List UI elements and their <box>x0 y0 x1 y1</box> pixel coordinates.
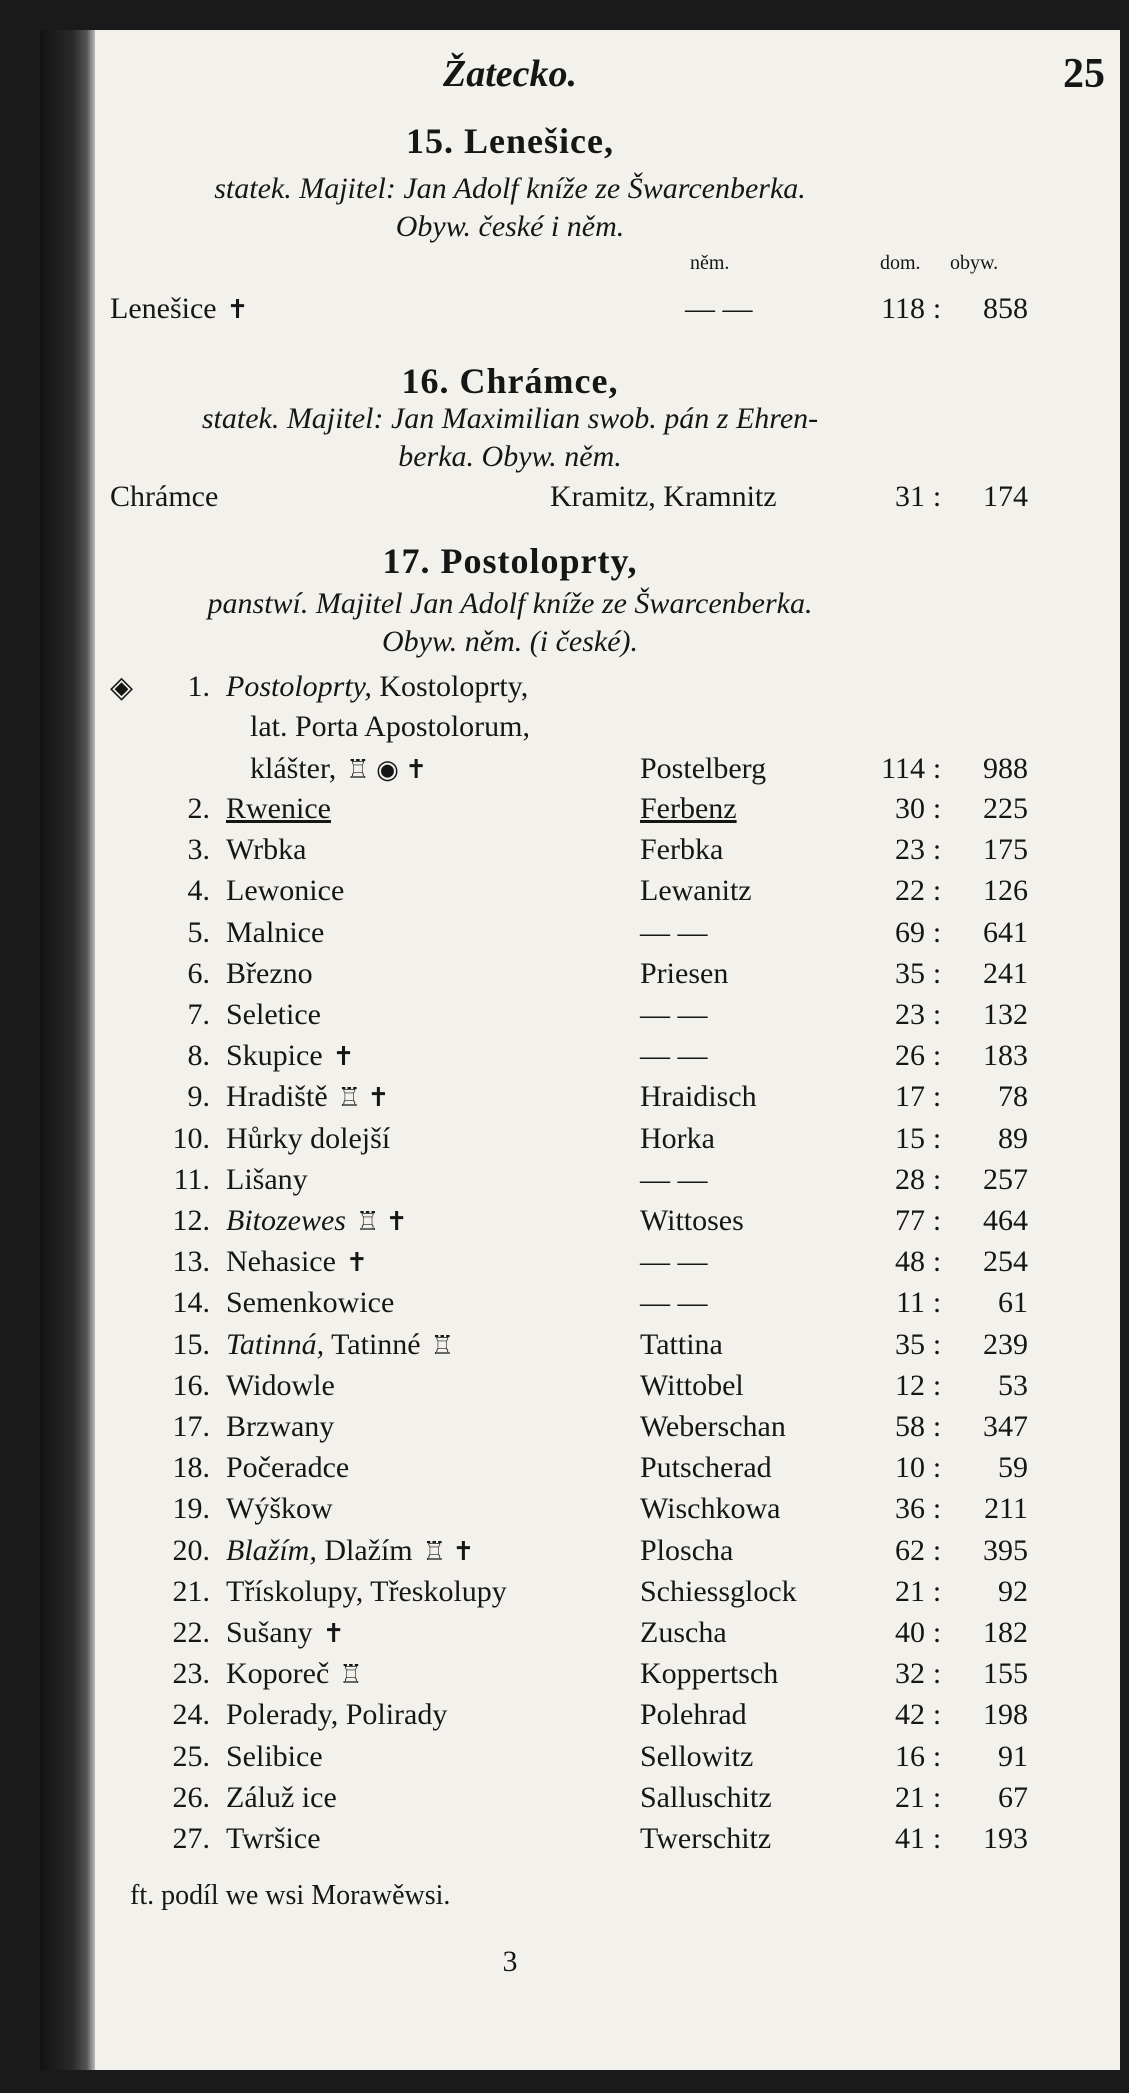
book-page <box>40 30 1120 2070</box>
houses-count: 35 <box>895 1327 925 1361</box>
entry-number: 8. <box>187 1039 210 1073</box>
place-name: Hůrky dolejší <box>226 1121 391 1155</box>
section-17-owner <box>110 585 910 661</box>
houses-count: 16 <box>895 1739 925 1773</box>
population-count: 464 <box>983 1204 1028 1237</box>
german-name: — — <box>640 1245 708 1279</box>
map-symbol-icons: ♖ <box>339 1660 363 1690</box>
place-name: Selibice <box>226 1739 323 1773</box>
table-row: 20. Blažím, Dlažím ♖ ✝ Ploscha 62 : 395 <box>110 1534 1105 1574</box>
houses-count: 23 <box>895 998 925 1031</box>
entry-number: 20. <box>172 1533 210 1567</box>
place-name: Semenkowice <box>226 1286 395 1320</box>
population-count: 59 <box>998 1451 1028 1485</box>
entry-number: 21. <box>172 1574 210 1608</box>
population-count: 858 <box>983 292 1028 325</box>
german-name: — — <box>640 998 708 1031</box>
table-row: 5. Malnice — — 69 : 641 <box>110 916 1105 956</box>
place-name: Koporeč <box>226 1657 330 1691</box>
table-row: 15. Tatinná, Tatinné ♖ Tattina 35 : 239 <box>110 1328 1105 1368</box>
table-row: 9. Hradiště ♖ ✝ Hraidisch 17 : 78 <box>110 1080 1105 1120</box>
german-name: Ferbenz <box>640 792 737 825</box>
german-name: Priesen <box>640 956 729 990</box>
houses-count: 32 <box>895 1657 925 1691</box>
population-count: 78 <box>998 1080 1028 1114</box>
section-17-owner-line1: panstwí. Majitel Jan Adolf kníže ze Šwarcenberka. <box>207 587 813 620</box>
entry-number: 17. <box>172 1410 210 1443</box>
table-row: 22. Sušany ✝ Zuscha 40 : 182 <box>110 1616 1105 1656</box>
section-16-row: Chrámce Kramitz, Kramnitz 31 : 174 <box>110 480 1028 513</box>
place-name: Chrámce <box>110 480 219 513</box>
table-row: 21. Třískolupy, Třeskolupy Schiessglock 21 : 92 <box>110 1575 1105 1615</box>
entry-number: 26. <box>172 1780 210 1814</box>
entry-number: 23. <box>172 1657 210 1691</box>
table-row: 3. Wrbka Ferbka 23 : 175 <box>110 833 1105 873</box>
table-row: 14. Semenkowice — — 11 : 61 <box>110 1286 1105 1326</box>
german-name: Ploscha <box>640 1533 734 1567</box>
population-count: 126 <box>983 874 1028 908</box>
section-15-title: 15. Lenešice, <box>406 121 614 161</box>
footnote: ft. podíl we wsi Morawěwsi. <box>130 1880 451 1911</box>
table-row: 17. Brzwany Weberschan 58 : 347 <box>110 1410 1105 1450</box>
table-row: 13. Nehasice ✝ — — 48 : 254 <box>110 1245 1105 1285</box>
place-name: Lenešice <box>110 292 217 325</box>
place-name: Blažím, <box>226 1533 317 1567</box>
population-count: 67 <box>998 1780 1028 1814</box>
entry-number: 11. <box>173 1162 210 1196</box>
houses-count: 69 <box>895 915 925 949</box>
houses-count: 118 <box>881 292 925 325</box>
section-16-owner <box>110 400 910 476</box>
german-name: Tattina <box>640 1327 723 1361</box>
population-count: 175 <box>983 833 1028 867</box>
german-name: Twerschitz <box>640 1822 772 1855</box>
entry-number: 2. <box>187 792 210 825</box>
place-name: Wrbka <box>226 833 307 867</box>
section-15-owner <box>110 170 910 246</box>
place-name: Rwenice <box>226 792 331 825</box>
houses-count: 77 <box>895 1204 925 1237</box>
table-row: 4. Lewonice Lewanitz 22 : 126 <box>110 874 1105 914</box>
section-15-row: Lenešice ✝ — — 118 : 858 <box>110 292 1028 325</box>
population-count: 92 <box>998 1574 1028 1608</box>
entry-number: 22. <box>172 1616 210 1649</box>
german-name: Kramitz, Kramnitz <box>550 480 777 513</box>
entry-number: 16. <box>172 1368 210 1402</box>
place-name: Počeradce <box>226 1451 350 1485</box>
houses-count: 12 <box>895 1368 925 1402</box>
houses-count: 10 <box>895 1451 925 1485</box>
entry-number: 24. <box>172 1698 210 1732</box>
population-count: 193 <box>983 1822 1028 1855</box>
houses-count: 36 <box>895 1492 925 1526</box>
houses-count: 17 <box>895 1080 925 1114</box>
houses-count: 31 <box>895 480 925 513</box>
entry-number: 3. <box>187 833 210 867</box>
houses-count: 21 <box>895 1574 925 1608</box>
entry-number: 6. <box>187 956 210 990</box>
entry-number: 1. <box>187 670 210 703</box>
population-count: 211 <box>984 1492 1028 1526</box>
cross-icon: ✝ <box>226 295 249 324</box>
population-count: 182 <box>983 1616 1028 1649</box>
entry-number: 12. <box>172 1204 210 1237</box>
population-count: 241 <box>983 956 1028 990</box>
entry-number: 9. <box>187 1080 210 1114</box>
section-17-owner-line2: Obyw. něm. (i české). <box>382 625 638 658</box>
german-name: — — <box>640 915 708 949</box>
german-name: Wischkowa <box>640 1492 781 1526</box>
houses-count: 42 <box>895 1698 925 1732</box>
population-count: 225 <box>983 792 1028 825</box>
table-row: 7. Seletice — — 23 : 132 <box>110 998 1105 1038</box>
section-16-owner-line1: statek. Majitel: Jan Maximilian swob. pán z Ehren- <box>201 402 819 435</box>
map-symbol-icons: ♖ ✝ <box>356 1207 408 1236</box>
german-name: — — <box>640 1162 708 1196</box>
population-count: 988 <box>983 752 1028 785</box>
place-name: Tatinná, <box>226 1327 325 1361</box>
place-name: Hradiště <box>226 1080 328 1114</box>
population-count: 257 <box>983 1162 1028 1196</box>
population-count: 198 <box>983 1698 1028 1732</box>
place-name: Seletice <box>226 998 321 1031</box>
entry-1-line1 <box>110 670 1105 710</box>
castle-target-cross-icons: ♖ ◉ ✝ <box>346 755 428 784</box>
german-name: Polehrad <box>640 1698 747 1732</box>
german-name: Postelberg <box>640 752 767 785</box>
german-name: — — <box>640 1039 708 1073</box>
entry-1-line3: klášter, ♖ ◉ ✝ Postelberg 114 : 988 <box>250 752 1028 785</box>
houses-count: 48 <box>895 1245 925 1279</box>
german-name: Zuscha <box>640 1616 727 1649</box>
column-head-nem: něm. <box>690 252 730 274</box>
section-16-title: 16. Chrámce, <box>401 361 619 401</box>
german-name: Wittobel <box>640 1368 744 1402</box>
place-name: Wýškow <box>226 1492 333 1526</box>
german-name: Horka <box>640 1121 715 1155</box>
houses-count: 114 <box>881 752 925 785</box>
place-name-italic: Postoloprty, <box>226 670 372 703</box>
running-title: Žatecko. <box>442 53 577 95</box>
houses-count: 15 <box>895 1121 925 1155</box>
place-name: Brzwany <box>226 1410 335 1443</box>
column-head-obyv: obyw. <box>950 252 999 274</box>
houses-count: 22 <box>895 874 925 908</box>
place-name: Sušany <box>226 1616 313 1649</box>
population-count: 641 <box>983 915 1028 949</box>
table-row: 25. Selibice Sellowitz 16 : 91 <box>110 1740 1105 1780</box>
table-row: 2. Rwenice Ferbenz 30 : 225 <box>110 792 1105 832</box>
population-count: 239 <box>983 1327 1028 1361</box>
german-name: Koppertsch <box>640 1657 779 1691</box>
table-row: 12. Bitozewes ♖ ✝ Wittoses 77 : 464 <box>110 1204 1105 1244</box>
population-count: 347 <box>983 1410 1028 1443</box>
population-count: 254 <box>983 1245 1028 1279</box>
place-name: Widowle <box>226 1368 335 1402</box>
section-16-owner-line2: berka. Obyw. něm. <box>398 440 622 473</box>
latin-name: lat. Porta Apostolorum, <box>250 710 530 743</box>
population-count: 395 <box>983 1533 1028 1567</box>
entry-number: 18. <box>172 1451 210 1485</box>
place-name: Záluž ice <box>226 1780 337 1814</box>
map-symbol-icons: ♖ ✝ <box>337 1083 390 1113</box>
houses-count: 40 <box>895 1616 925 1649</box>
german-name: Lewanitz <box>640 874 752 908</box>
table-row: 26. Záluž ice Salluschitz 21 : 67 <box>110 1781 1105 1821</box>
place-name: Twršice <box>226 1822 321 1855</box>
signature-mark: 3 <box>502 1945 518 1978</box>
map-symbol-icons: ✝ <box>332 1042 355 1072</box>
german-name: Weberschan <box>640 1410 786 1443</box>
place-name-alt: Dlažím <box>316 1533 413 1567</box>
table-row: 18. Počeradce Putscherad 10 : 59 <box>110 1451 1105 1491</box>
place-name: Polerady, Polirady <box>226 1698 448 1732</box>
place-name-alt: Tatinné <box>324 1327 421 1361</box>
houses-count: 41 <box>895 1822 925 1855</box>
table-row: 10. Hůrky dolejší Horka 15 : 89 <box>110 1122 1105 1162</box>
hand-marker-icon: ◈ <box>110 671 134 704</box>
table-row: 23. Koporeč ♖ Koppertsch 32 : 155 <box>110 1657 1105 1697</box>
entry-number: 5. <box>187 915 210 949</box>
table-row: 19. Wýškow Wischkowa 36 : 211 <box>110 1492 1105 1532</box>
german-name: Hraidisch <box>640 1080 757 1114</box>
population-count: 155 <box>983 1657 1028 1691</box>
monastery-label: klášter, <box>250 752 337 785</box>
german-name: Ferbka <box>640 833 724 867</box>
houses-count: 28 <box>895 1162 925 1196</box>
entry-number: 19. <box>172 1492 210 1526</box>
place-name: Bitozewes <box>226 1204 346 1237</box>
map-symbol-icons: ✝ <box>345 1248 368 1278</box>
entry-number: 25. <box>172 1739 210 1773</box>
houses-count: 30 <box>895 792 925 825</box>
german-name: Schiessglock <box>640 1574 797 1608</box>
entry-number: 10. <box>172 1121 210 1155</box>
houses-count: 58 <box>895 1410 925 1443</box>
table-row: 24. Polerady, Polirady Polehrad 42 : 198 <box>110 1698 1105 1738</box>
population-count: 132 <box>983 998 1028 1031</box>
table-row: 11. Lišany — — 28 : 257 <box>110 1163 1105 1203</box>
entry-number: 7. <box>187 998 210 1031</box>
population-count: 89 <box>998 1121 1028 1155</box>
place-name: Třískolupy, Třeskolupy <box>226 1574 507 1608</box>
german-name: — — <box>640 1286 708 1320</box>
map-symbol-icons: ♖ ✝ <box>422 1536 475 1566</box>
houses-count: 11 <box>896 1286 925 1320</box>
place-name: Nehasice <box>226 1245 336 1279</box>
german-name: — — <box>685 292 753 325</box>
population-count: 174 <box>983 480 1028 513</box>
page-content <box>110 30 1105 2070</box>
german-name: Wittoses <box>640 1204 744 1237</box>
place-name: Březno <box>226 956 313 990</box>
page-number: 25 <box>1063 51 1105 97</box>
section-17-title: 17. Postoloprty, <box>382 541 638 581</box>
population-count: 61 <box>998 1286 1028 1320</box>
population-count: 183 <box>983 1039 1028 1073</box>
table-row: 8. Skupice ✝ — — 26 : 183 <box>110 1039 1105 1079</box>
book-spine <box>40 30 95 2070</box>
german-name: Sellowitz <box>640 1739 754 1773</box>
entry-number: 27. <box>172 1822 210 1855</box>
table-row: 6. Březno Priesen 35 : 241 <box>110 957 1105 997</box>
entry-number: 15. <box>172 1327 210 1361</box>
place-name: Skupice <box>226 1039 323 1073</box>
column-head-dom: dom. <box>880 252 921 274</box>
place-name: Malnice <box>226 915 325 949</box>
houses-count: 26 <box>895 1039 925 1073</box>
place-name: Lišany <box>226 1162 308 1196</box>
table-row: 27. Twršice Twerschitz 41 : 193 <box>110 1822 1105 1862</box>
houses-count: 35 <box>895 956 925 990</box>
houses-count: 21 <box>895 1780 925 1814</box>
map-symbol-icons: ✝ <box>322 1619 345 1648</box>
houses-count: 23 <box>895 833 925 867</box>
entry-number: 13. <box>172 1245 210 1279</box>
place-name-alt: Kostoloprty, <box>371 670 529 703</box>
entry-1-line2 <box>110 710 1105 750</box>
german-name: Salluschitz <box>640 1780 772 1814</box>
german-name: Putscherad <box>640 1451 772 1485</box>
entry-number: 4. <box>187 874 210 908</box>
population-count: 91 <box>998 1739 1028 1773</box>
houses-count: 62 <box>895 1533 925 1567</box>
table-row: 16. Widowle Wittobel 12 : 53 <box>110 1369 1105 1409</box>
section-15-owner-line1: statek. Majitel: Jan Adolf kníže ze Šwarcenberka. <box>214 172 806 205</box>
entry-number: 14. <box>172 1286 210 1320</box>
population-count: 53 <box>998 1368 1028 1402</box>
section-15-owner-line2: Obyw. české i něm. <box>395 210 625 243</box>
map-symbol-icons: ♖ <box>430 1330 454 1360</box>
place-name: Lewonice <box>226 874 345 908</box>
